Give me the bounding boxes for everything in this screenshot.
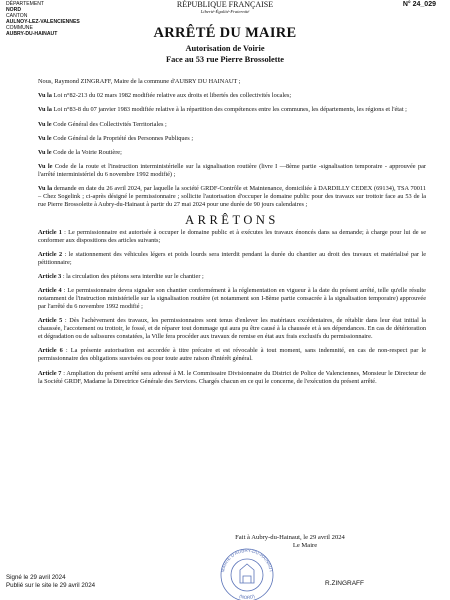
page-title: ARRÊTÉ DU MAIRE bbox=[153, 25, 297, 41]
article-text: : Le permissionnaire devra signaler son chantier conformément à la réglementation en vigueur à la date du présent arrêté, telle qu'elle résulte notamment de l'instruction ministérielle sur la signalisation routière (et notamment son I-8ème partie consacrée à la signalisation temporaire) approuvée par l'arrêté du 6 novembre 1992 modifié ; bbox=[38, 287, 426, 311]
header-line: CANTON bbox=[6, 13, 28, 20]
decree-number: N° 24_029 bbox=[402, 1, 436, 8]
signer-name: R.ZINGRAFF bbox=[325, 580, 364, 587]
header-line: NORD bbox=[6, 7, 21, 14]
visa-paragraph bbox=[38, 185, 426, 209]
article-text: : la circulation des piétons sera interdite sur le chantier ; bbox=[61, 272, 204, 280]
article-paragraph bbox=[38, 370, 426, 386]
visa-text: Code de la Voirie Routière; bbox=[51, 148, 122, 156]
visa-text: Code de la route et l'instruction interministérielle sur la signalisation routière (livre I —8ème partie -signalisation temporaire - approuvée par l'arrêté interministériel du 6 novembre 1992 modifié) ; bbox=[38, 163, 427, 179]
article-lead: Article 6 bbox=[38, 347, 63, 355]
article-paragraph bbox=[38, 347, 426, 363]
visa-lead: Vu le bbox=[38, 148, 52, 156]
article-lead: Article 2 bbox=[38, 250, 63, 258]
article-text: : Dès l'achèvement des travaux, les permissionnaires sont tenus d'enlever les matériaux excédentaires, de rétablir dans leur état initial la chaussée, l'accotement ou trottoir, le fossé, et de réparer tout dommage qui aura pu être causé à la chaussée et à ses dépendances. En cas de détérioration et dégradation ou de salissures constatées, la Ville fera procéder aux travaux de remise en état aux frais exclusifs du permissionnaire. bbox=[38, 317, 426, 341]
mairie-stamp-icon bbox=[216, 546, 278, 600]
visa-paragraph bbox=[38, 92, 426, 100]
visa-lead: Vu le bbox=[38, 120, 52, 128]
article-paragraph bbox=[38, 251, 426, 267]
visa-paragraph bbox=[38, 135, 426, 143]
signature-role: Le Maire bbox=[292, 542, 318, 549]
stamp-bottom-text: (NORD) bbox=[238, 593, 256, 600]
visa-paragraph bbox=[38, 121, 426, 129]
visa-lead: Vu la bbox=[38, 92, 52, 100]
header-line: DÉPARTEMENT bbox=[6, 1, 45, 7]
visa-paragraph bbox=[38, 163, 426, 179]
article-paragraph bbox=[38, 317, 426, 341]
document-body bbox=[38, 78, 426, 392]
signature-place-date: Fait à Aubry-du-Hainaut, le 29 avril 2024 bbox=[235, 534, 345, 541]
stamp-top-text: MAIRIE D'AUBRY-DU-HAINAUT bbox=[220, 547, 274, 573]
article-lead: Article 5 bbox=[38, 317, 63, 325]
footer-signed-date: Signé le 29 avril 2024 bbox=[6, 574, 66, 581]
republic-heading: RÉPUBLIQUE FRANÇAISE bbox=[176, 0, 274, 9]
header-line: AUBRY-DU-HAINAUT bbox=[6, 31, 58, 38]
visa-paragraph bbox=[38, 149, 426, 157]
article-text: : Le permissionnaire est autorisée à occuper le domaine public et à exécutes les travaux énoncés dans sa demande; à charge pour lui de se conformer aux dispositions des articles suivants; bbox=[38, 228, 426, 244]
article-paragraph bbox=[38, 273, 426, 281]
subtitle-address: Face au 53 rue Pierre Brossolette bbox=[165, 55, 285, 64]
footer-published-date: Publié sur le site le 29 avril 2024 bbox=[6, 582, 96, 590]
header-line: AULNOY-LEZ-VALENCIENNES bbox=[6, 19, 80, 26]
footer-notes bbox=[6, 574, 95, 591]
article-text: : le stationnement des véhicules légers et poids lourds sera interdit pendant la durée du chantier au droit des travaux et matérialisé par le pétitionnaire; bbox=[38, 250, 426, 266]
article-text: : Ampliation du présent arrêté sera adressé à M. le Commissaire Divisionnaire du District de Police de Valenciennes, Monsieur le Directeur de la Société GRDF, Madame la Directrice Générale des Services. Chargés chacun en ce qui le concerne, de l'exécution du présent arrêté. bbox=[38, 369, 426, 385]
visa-lead: Vu le bbox=[38, 163, 53, 171]
article-paragraph bbox=[38, 229, 426, 245]
visa-paragraph bbox=[38, 106, 426, 114]
header-line: COMMUNE bbox=[6, 25, 33, 32]
visa-lead: Vu le bbox=[38, 134, 52, 142]
visa-text: Code Général des Collectivités Territoriales ; bbox=[51, 120, 167, 128]
visa-text: demande en date du 26 avril 2024, par laquelle la société GRDF-Contrôle et Maintenance, domiciliée à DARDILLY CEDEX (69134), TSA 70011 – Chez Sogelink ; ci-après désigné le permissionnaire ; sollicite l'autorisation d'occuper le domaine public pour des travaux sur trottoir face au 53 de la rue Pierre Brossolette à Aubry-du-Hainaut à partir du 27 mai 2024 pour une durée de 90 jours calendaires ; bbox=[38, 185, 426, 209]
visa-text: Loi n°83-8 du 07 janvier 1983 modifiée relative à la répartition des compétences entre les communes, les départements, les régions et l'état ; bbox=[51, 106, 407, 114]
visa-lead: Vu la bbox=[38, 185, 53, 193]
article-text: : La présente autorisation est accordée à titre précaire et est révocable à tout moment, sans indemnité, en cas de non-respect par le permissionnaire des obligations susvisées ou pour toute autre raison d'intérêt général. bbox=[38, 347, 426, 363]
motto: Liberté-Égalité-Fraternité bbox=[200, 9, 250, 14]
article-lead: Article 7 bbox=[38, 369, 62, 377]
article-lead: Article 1 bbox=[38, 228, 62, 236]
visa-text: Loi n°82-213 du 02 mars 1982 modifiée relative aux droits et libertés des collectivités locales; bbox=[51, 92, 292, 100]
subtitle-authorization: Autorisation de Voirie bbox=[185, 44, 265, 53]
article-lead: Article 4 bbox=[38, 287, 62, 295]
visa-lead: Vu la bbox=[38, 106, 52, 114]
article-lead: Article 3 bbox=[38, 272, 62, 280]
visa-text: Code Général de la Propriété des Personnes Publiques ; bbox=[51, 134, 194, 142]
arretons-heading: ARRÊTONS bbox=[185, 212, 279, 227]
intro-paragraph: Nous, Raymond ZINGRAFF, Maire de la commune d'AUBRY DU HAINAUT ; bbox=[38, 78, 241, 85]
article-paragraph bbox=[38, 287, 426, 311]
